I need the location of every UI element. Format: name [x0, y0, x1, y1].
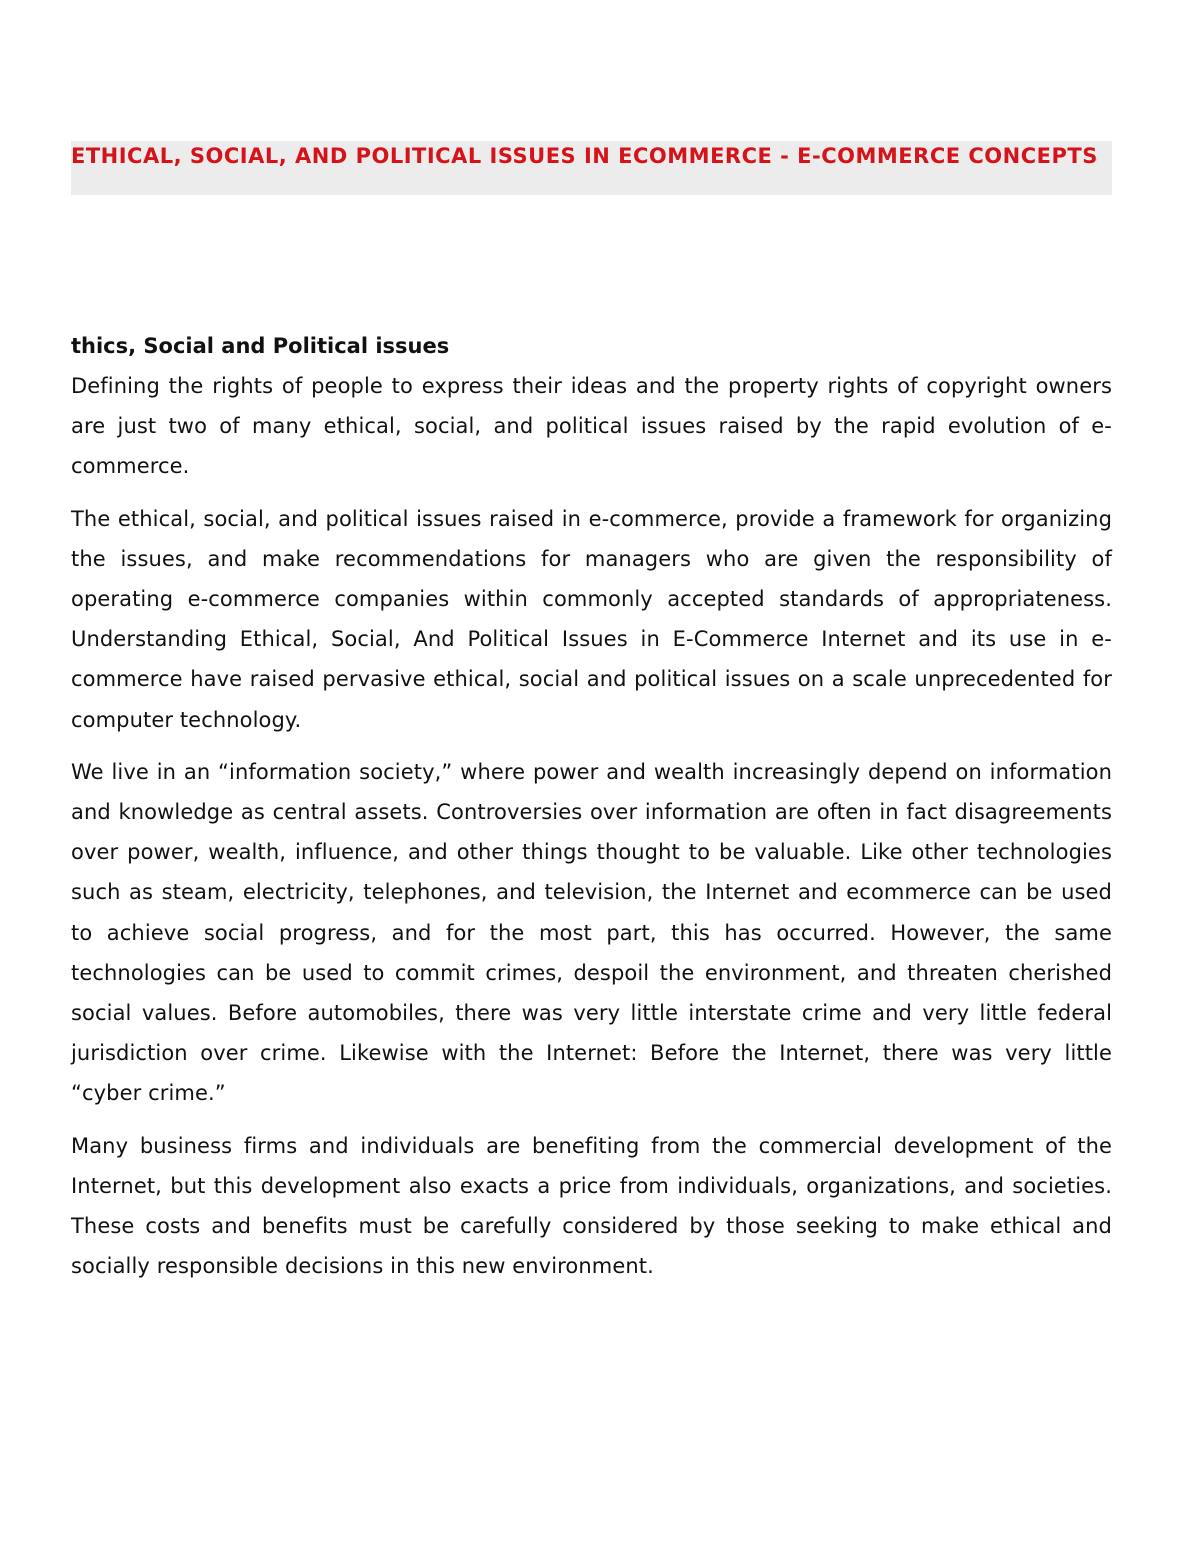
title-banner [71, 141, 1112, 195]
paragraph-2: The ethical, social, and political issues raised in e-commerce, provide a framework for organizing the issues, and make recommendations for managers who are given the responsibility of operating e-commerce companies within commonly accepted standards of appropriateness. Understanding Ethical, Social, And Political Issues in E-Commerce Internet and its use in e-commerce have raised pervasive ethical, social and political issues on a scale unprecedented for computer technology. [71, 506, 1112, 732]
section-heading: thics, Social and Political issues [71, 334, 450, 358]
document-page [71, 141, 1112, 1298]
paragraph-1: Defining the rights of people to express their ideas and the property rights of copyright owners are just two of many ethical, social, and political issues raised by the rapid evolution of e-commerce. [71, 374, 1112, 479]
paragraph-4: Many business firms and individuals are benefiting from the commercial development of the Internet, but this development also exacts a price from individuals, organizations, and societies. These costs and benefits must be carefully considered by those seeking to make ethical and socially responsible decisions in this new environment. [71, 1133, 1112, 1279]
document-title: ETHICAL, SOCIAL, AND POLITICAL ISSUES IN ECOMMERCE - E-COMMERCE CONCEPTS [71, 144, 1098, 168]
paragraph-3: We live in an “information society,” where power and wealth increasingly depend on information and knowledge as central assets. Controversies over information are often in fact disagreements over power, wealth, influence, and other things thought to be valuable. Like other technologies such as steam, electricity, telephones, and television, the Internet and ecommerce can be used to achieve social progress, and for the most part, this has occurred. However, the same technologies can be used to commit crimes, despoil the environment, and threaten cherished social values. Before automobiles, there was very little interstate crime and very little federal jurisdiction over crime. Likewise with the Internet: Before the Internet, there was very little “cyber crime.” [71, 759, 1112, 1106]
